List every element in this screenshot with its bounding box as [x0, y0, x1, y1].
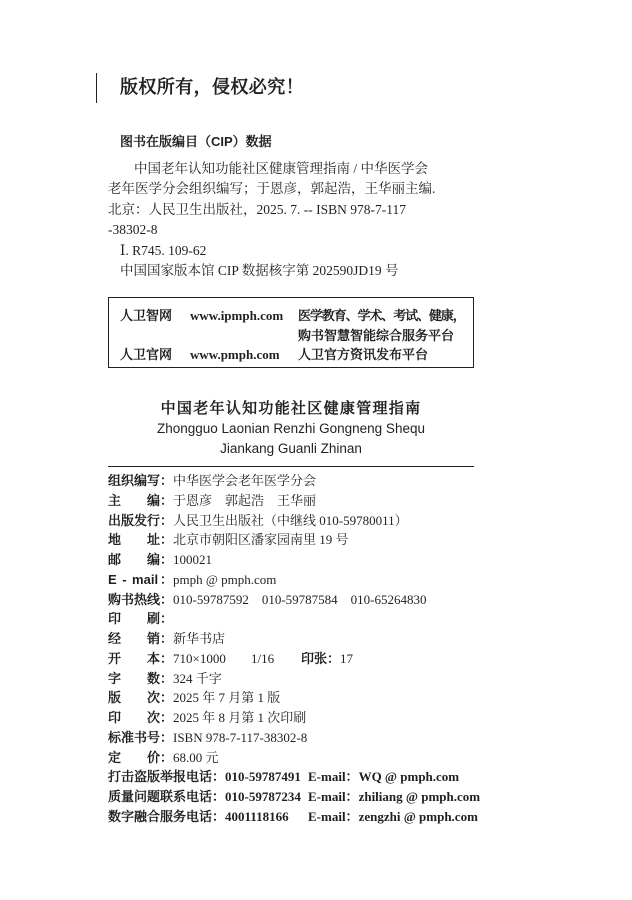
- platform-description: [298, 345, 473, 365]
- contact-row: [108, 807, 488, 827]
- info-label: 标准书号：: [108, 729, 174, 745]
- info-value: 2025 年 8 月第 1 次印刷: [173, 710, 307, 725]
- info-label: 主 编：: [108, 492, 174, 508]
- info-label: 购书热线：: [108, 591, 174, 607]
- contact-label: 数字融合服务电话：: [108, 808, 226, 824]
- info-row-address: [108, 530, 488, 550]
- contact-phone: 010-59787234: [225, 789, 301, 804]
- platform-description: [298, 306, 473, 345]
- info-value: pmph @ pmph.com: [173, 571, 277, 587]
- margin-rule: [96, 73, 97, 103]
- info-row-edition: [108, 688, 488, 708]
- contact-row: [108, 787, 488, 807]
- info-label: 印 次：: [108, 710, 174, 725]
- book-title-block: [108, 399, 474, 459]
- info-value: 新华书店: [173, 631, 226, 646]
- contact-label: 质量问题联系电话：: [108, 789, 226, 804]
- format-size: 710×1000: [173, 650, 226, 666]
- info-row-word-count: [108, 669, 488, 689]
- contact-phone-block: [108, 807, 308, 827]
- info-row-compiler: [108, 471, 488, 491]
- info-value: 010-59787592 010-59787584 010-65264830: [173, 591, 427, 607]
- platform-name: 人卫智网: [120, 308, 173, 323]
- info-label: 印 刷：: [108, 611, 174, 627]
- contact-label: 打击盗版举报电话：: [108, 769, 226, 785]
- info-row-format: [108, 649, 488, 669]
- info-label: 组织编写：: [108, 473, 174, 488]
- info-row-isbn: [108, 728, 488, 748]
- info-label: 邮 编：: [108, 552, 174, 567]
- info-row-distributor: [108, 629, 488, 649]
- info-value: 100021: [173, 552, 212, 567]
- info-label: 开 本：: [108, 650, 174, 666]
- cip-classification: Ⅰ. R745. 109-62: [120, 242, 207, 258]
- contact-email: zhiliang @ pmph.com: [358, 789, 481, 804]
- info-value: 北京市朝阳区潘家园南里 19 号: [173, 532, 349, 548]
- book-title-pinyin: Jiankang Guanli Zhinan: [220, 441, 362, 456]
- info-row-editors: [108, 491, 488, 511]
- cip-record-number: 中国国家版本馆 CIP 数据核字第 202590JD19 号: [120, 262, 399, 278]
- platform-box: [108, 297, 474, 368]
- platform-url: www.pmph.com: [190, 347, 280, 362]
- info-value: ISBN 978-7-117-38302-8: [173, 729, 308, 745]
- info-value: 中华医学会老年医学分会: [173, 473, 317, 488]
- contact-email-label: E-mail：: [308, 769, 359, 785]
- info-row-hotline: [108, 590, 488, 610]
- platform-description-line: 医学教育、学术、考试、健康，: [298, 308, 465, 323]
- info-label: 出版发行：: [108, 512, 174, 528]
- contact-phone-block: [108, 767, 308, 787]
- cip-line: 中国老年认知功能社区健康管理指南 / 中华医学会: [134, 161, 429, 176]
- platform-description-line: 购书智慧智能综合服务平台: [298, 327, 455, 343]
- platform-description-line: 人卫官方资讯发布平台: [298, 347, 429, 362]
- platform-row: [109, 306, 473, 345]
- info-row-printing: [108, 708, 488, 728]
- cip-record: [108, 159, 480, 281]
- info-row-postcode: [108, 550, 488, 570]
- contact-phone: 4001118166: [225, 808, 289, 824]
- publication-info: [108, 471, 488, 827]
- info-row-printer: [108, 609, 488, 629]
- platform-name: 人卫官网: [120, 347, 173, 362]
- info-label: 地 址：: [108, 532, 174, 548]
- contact-email: WQ @ pmph.com: [358, 769, 460, 785]
- format-fold: 1/16: [251, 650, 275, 666]
- info-row-publisher: [108, 511, 488, 531]
- sheets-label: 印张：: [301, 650, 341, 666]
- contact-email-label: E-mail：: [308, 789, 359, 804]
- info-value: 2025 年 7 月第 1 版: [173, 690, 281, 706]
- info-value: 68.00 元: [173, 749, 219, 765]
- contact-email: zengzhi @ pmph.com: [358, 808, 478, 824]
- cip-line: 北京：人民卫生出版社，2025. 7. -- ISBN 978-7-117: [108, 201, 406, 217]
- contact-email-label: E-mail：: [308, 808, 359, 824]
- platform-row: [109, 345, 473, 365]
- book-title: 中国老年认知功能社区健康管理指南: [160, 400, 422, 417]
- cip-line: -38302-8: [108, 222, 158, 238]
- cip-line: 老年医学分会组织编写；于恩彦，郭起浩，王华丽主编.: [108, 181, 436, 197]
- info-label: 字 数：: [108, 670, 174, 686]
- sheets-value: 17: [340, 650, 354, 666]
- section-divider: [108, 466, 474, 467]
- info-row-email: [108, 570, 488, 590]
- info-label: E - mail：: [108, 571, 173, 587]
- info-label: 经 销：: [108, 631, 174, 646]
- info-label: 定 价：: [108, 749, 174, 765]
- info-row-price: [108, 748, 488, 768]
- info-value: 324 千字: [173, 670, 222, 686]
- info-value: 人民卫生出版社（中继线 010-59780011）: [173, 512, 408, 528]
- cip-heading: 图书在版编目（CIP）数据: [120, 134, 272, 149]
- platform-url: www.ipmph.com: [190, 308, 284, 323]
- contact-phone-block: [108, 787, 308, 807]
- contact-row: [108, 767, 488, 787]
- book-title-pinyin: Zhongguo Laonian Renzhi Gongneng Shequ: [157, 421, 425, 436]
- info-label: 版 次：: [108, 690, 174, 706]
- contact-phone: 010-59787491: [225, 769, 301, 785]
- info-value: 于恩彦 郭起浩 王华丽: [173, 492, 317, 508]
- copyright-notice: 版权所有，侵权必究！: [120, 77, 304, 97]
